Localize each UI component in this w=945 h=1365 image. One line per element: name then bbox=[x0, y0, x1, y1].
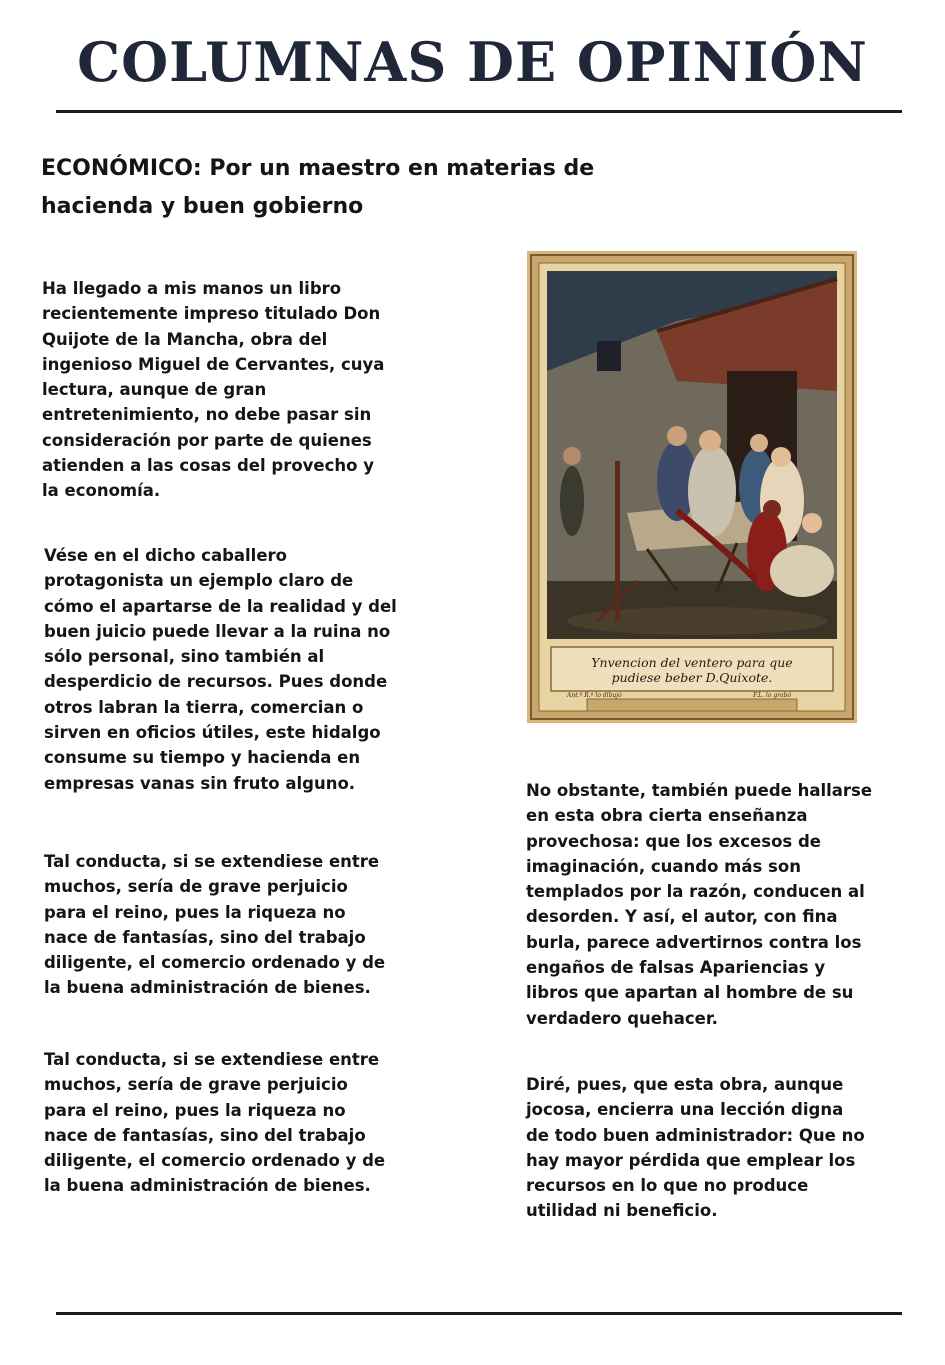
credit-drawn-by: Ant.º R.º lo dibujó bbox=[567, 692, 622, 699]
article-paragraph-2: Vése en el dicho caballero protagonista un ejemplo claro de cómo el apartarse de la realidad y del buen juicio puede llevar a la ruina no sólo personal, sino también al desperdicio de recursos. Pues donde otros labran la tierra, comercian o sirven en oficios útiles, este hidalgo consume su tiempo y hacienda en empresas vanas sin fruto alguno. bbox=[44, 546, 397, 793]
article-paragraph-6: Diré, pues, que esta obra, aunque jocosa, encierra una lección digna de todo buen administrador: Que no hay mayor pérdida que emplear los recursos en lo que no produce utilidad ni beneficio. bbox=[526, 1075, 865, 1221]
article-paragraph-1: Ha llegado a mis manos un libro recientemente impreso titulado Don Quijote de la Mancha, obra del ingenioso Miguel de Cervantes, cuya lectura, aunque de gran entretenimiento, no debe pasar sin consideración por parte de quienes atienden a las cosas del provecho y la economía. bbox=[42, 279, 385, 501]
page-title: COLUMNAS DE OPINIÓN bbox=[77, 30, 868, 94]
caption-line-2: pudiese beber D.Quixote. bbox=[611, 670, 773, 685]
bottom-divider bbox=[56, 1312, 902, 1315]
credit-engraved-by: F.L. lo grabó bbox=[753, 692, 792, 699]
article-paragraph-4: Tal conducta, si se extendiese entre muchos, sería de grave perjuicio para el reino, pues la riqueza no nace de fantasías, sino del trabajo diligente, el comercio ordenado y de la buena administración de bienes. bbox=[44, 1050, 386, 1196]
article-paragraph-3: Tal conducta, si se extendiese entre muchos, sería de grave perjuicio para el reino, pues la riqueza no nace de fantasías, sino del trabajo diligente, el comercio ordenado y de la buena administración de bienes. bbox=[44, 852, 386, 998]
article-headline: ECONÓMICO: Por un maestro en materias de hacienda y buen gobierno bbox=[41, 156, 595, 219]
engraving-artwork bbox=[527, 251, 857, 723]
quixote-engraving bbox=[527, 251, 857, 723]
top-divider bbox=[56, 110, 902, 113]
caption-line-1: Ynvencion del ventero para que bbox=[591, 655, 793, 670]
article-paragraph-5: No obstante, también puede hallarse en esta obra cierta enseñanza provechosa: que los excesos de imaginación, cuando más son templados por la razón, conducen al desorden. Y así, el autor, con fina burla, parece advertirnos contra los engaños de falsas Apariencias y libros que apartan al hombre de su verdadero quehacer. bbox=[526, 781, 873, 1028]
engraving-caption bbox=[561, 655, 823, 685]
